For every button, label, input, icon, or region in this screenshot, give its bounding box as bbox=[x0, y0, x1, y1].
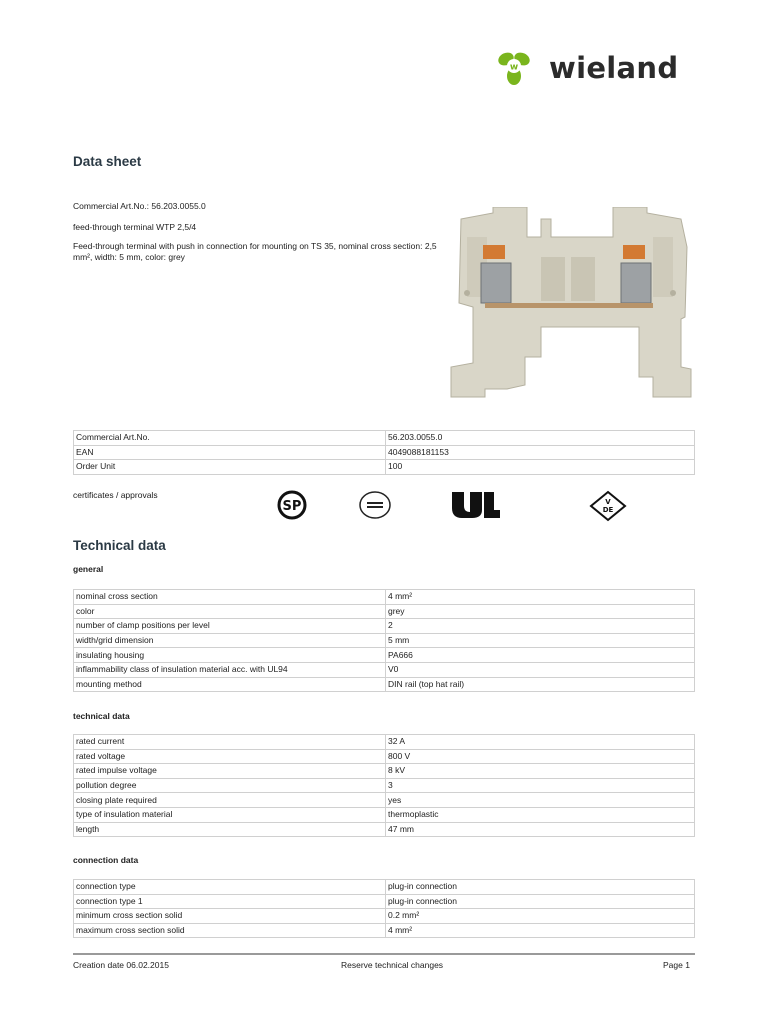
table-row: rated voltage 800 V bbox=[74, 749, 695, 764]
table-row: closing plate required yes bbox=[74, 793, 695, 808]
table-row: insulating housing PA666 bbox=[74, 648, 695, 663]
table-row: number of clamp positions per level 2 bbox=[74, 619, 695, 634]
certificates-label: certificates / approvals bbox=[73, 490, 158, 500]
svg-text:V: V bbox=[605, 498, 611, 506]
table-row: connection type 1 plug-in connection bbox=[74, 894, 695, 909]
table-row: Order Unit 100 bbox=[74, 460, 695, 475]
page-title: Data sheet bbox=[73, 154, 142, 169]
general-subheading: general bbox=[73, 564, 104, 574]
table-row: connection type plug-in connection bbox=[74, 880, 695, 895]
connection-data-table bbox=[73, 879, 695, 938]
table-row: type of insulation material thermoplastic bbox=[74, 807, 695, 822]
technical-data-table bbox=[73, 734, 695, 837]
svg-text:SP: SP bbox=[282, 499, 302, 514]
table-row: Commercial Art.No. 56.203.0055.0 bbox=[74, 431, 695, 446]
footer-divider bbox=[73, 953, 695, 955]
table-row: rated impulse voltage 8 kV bbox=[74, 764, 695, 779]
table-row: mounting method DIN rail (top hat rail) bbox=[74, 677, 695, 692]
wieland-wordmark: wieland bbox=[549, 51, 679, 85]
table-row: rated current 32 A bbox=[74, 735, 695, 750]
csa-icon bbox=[277, 490, 307, 520]
table-row: length 47 mm bbox=[74, 822, 695, 837]
product-description: Feed-through terminal with push in connection for mounting on TS 35, nominal cross section: 2,5 mm², width: 5 mm, color: grey bbox=[73, 241, 437, 262]
table-row: color grey bbox=[74, 604, 695, 619]
table-row: nominal cross section 4 mm² bbox=[74, 590, 695, 605]
product-image bbox=[445, 207, 695, 399]
product-line: feed-through terminal WTP 2,5/4 bbox=[73, 222, 197, 232]
svg-text:DE: DE bbox=[602, 506, 614, 514]
technical-data-subheading: technical data bbox=[73, 711, 130, 721]
summary-table bbox=[73, 430, 695, 475]
table-row: pollution degree 3 bbox=[74, 778, 695, 793]
wieland-logo bbox=[497, 50, 678, 86]
wieland-flower-icon bbox=[497, 50, 531, 86]
table-row: maximum cross section solid 4 mm² bbox=[74, 923, 695, 938]
table-row: width/grid dimension 5 mm bbox=[74, 633, 695, 648]
technical-data-heading: Technical data bbox=[73, 538, 166, 553]
ul-icon bbox=[450, 490, 502, 520]
art-no-line: Commercial Art.No.: 56.203.0055.0 bbox=[73, 201, 206, 211]
footer-notice: Reserve technical changes bbox=[341, 960, 444, 970]
ccc-icon bbox=[358, 490, 392, 520]
creation-date: Creation date 06.02.2015 bbox=[73, 960, 169, 970]
general-table bbox=[73, 589, 695, 692]
svg-text:w: w bbox=[509, 62, 519, 73]
vde-icon bbox=[589, 490, 627, 522]
table-row: inflammability class of insulation material acc. with UL94 V0 bbox=[74, 662, 695, 677]
table-row: minimum cross section solid 0.2 mm² bbox=[74, 909, 695, 924]
connection-data-subheading: connection data bbox=[73, 855, 139, 865]
page-number: Page 1 bbox=[663, 960, 690, 970]
table-row: EAN 4049088181153 bbox=[74, 445, 695, 460]
